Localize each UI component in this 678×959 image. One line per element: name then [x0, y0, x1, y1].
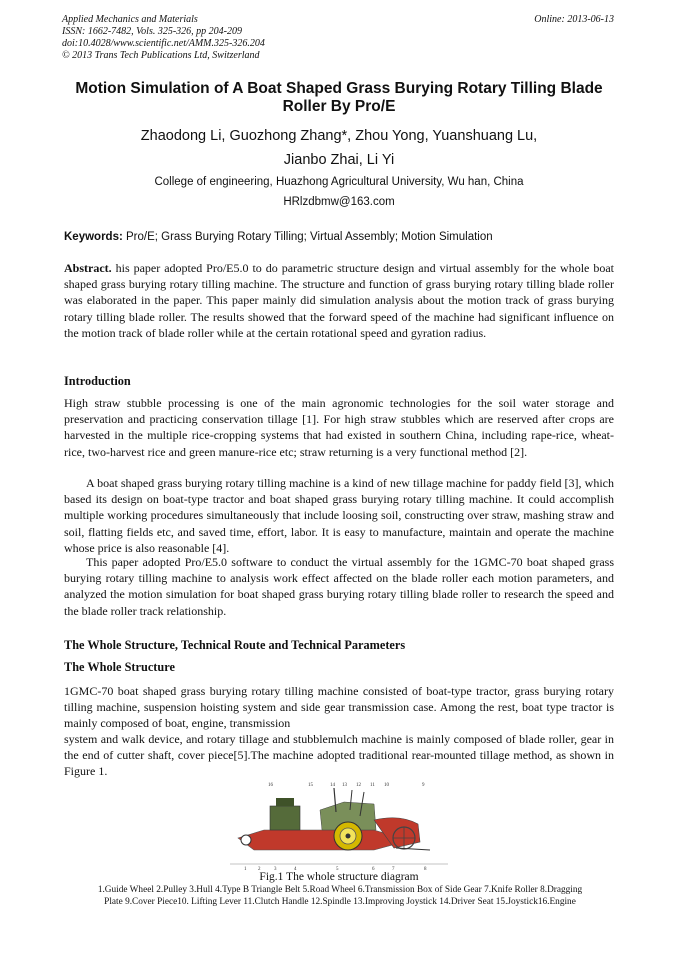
section-heading: The Whole Structure, Technical Route and Technical Parameters	[64, 638, 406, 652]
authors-line-2: Jianbo Zhai, Li Yi	[283, 152, 395, 168]
intro-heading: Introduction	[64, 374, 131, 388]
keywords	[64, 231, 493, 243]
affiliation: College of engineering, Huazhong Agricultural University, Wu han, China	[154, 176, 524, 188]
engine	[270, 806, 300, 830]
machine-structure-figure	[224, 780, 454, 872]
figure-callout-16: 16	[268, 783, 273, 788]
road-wheel-axle	[346, 834, 351, 839]
figure-callout-7: 7	[392, 867, 395, 872]
author-list	[52, 124, 626, 172]
paper-title: Motion Simulation of A Boat Shaped Grass Burying Rotary Tilling Blade Roller By Pro/E	[75, 80, 603, 115]
figure-callout-6: 6	[372, 867, 375, 872]
structure-paragraph-1: 1GMC-70 boat shaped grass burying rotary tilling machine consisted of boat-type tractor, grass burying rotary tilling machine, suspension hoisting system and side gear transmission case. Among the rest, boat type tractor is mainly composed of boat, engine, transmission	[64, 684, 614, 731]
figure-callout-4: 4	[294, 867, 297, 872]
online-date: Online: 2013-06-13	[534, 14, 614, 25]
abstract-text: his paper adopted Pro/E5.0 to do parametric structure design and virtual assembly for the whole boat shaped grass burying rotary tilling machine. The structure and function of grass burying rotary tilling blade roller was elaborated in the paper. This paper mainly did simulation analysis about the motion track of grass burying rotary tilling blade roller. The results showed that the forward speed of the machine had significant influence on the motion track of blade roller while at the certain rotational speed and gyration radius.	[64, 261, 614, 340]
figure-caption: Fig.1 The whole structure diagram	[259, 871, 419, 883]
figure-legend-line-1: 1.Guide Wheel 2.Pulley 3.Hull 4.Type B Triangle Belt 5.Road Wheel 6.Transmission Box of Side Gear 7.Knife Roller 8.Dragging	[97, 885, 583, 895]
figure-callout-9: 9	[422, 783, 425, 788]
guide-wheel	[241, 835, 251, 845]
intro-paragraph-1: High straw stubble processing is one of the main agronomic technologies for the soil water storage and preservation and practicing conservation tillage [1]. For high straw stubbles which are reserved after crops are harvested in the multiple rice-cropping systems that had existed in southern China, including rape-rice, wheat-rice, two-harvest rice and green manure-rice etc; straw returning is a very functional method [2].	[64, 396, 614, 459]
keywords-text: Pro/E; Grass Burying Rotary Tilling; Virtual Assembly; Motion Simulation	[122, 231, 493, 243]
figure-callout-10: 10	[384, 783, 389, 788]
doi-line: doi:10.4028/www.scientific.net/AMM.325-326.204	[62, 38, 265, 49]
figure-callout-14: 14	[330, 783, 335, 788]
figure-top-labels	[268, 783, 425, 788]
journal-name: Applied Mechanics and Materials	[62, 14, 198, 25]
issn-line: ISSN: 1662-7482, Vols. 325-326, pp 204-209	[62, 26, 242, 37]
intro-paragraph-3: This paper adopted Pro/E5.0 software to conduct the virtual assembly for the 1GMC-70 boat shaped grass burying rotary tilling machine to analysis work effect affected on the blade roller each motion parameters, and analyzed the motion simulation for boat shaped grass burying rotary tilling blade roller to research the speed and the blade roller track relationship.	[64, 555, 614, 618]
figure-callout-2: 2	[258, 867, 261, 872]
running-header	[62, 14, 265, 62]
figure-callout-3: 3	[274, 867, 277, 872]
figure-legend-line-2: Plate 9.Cover Piece10. Lifting Lever 11.Clutch Handle 12.Spindle 13.Improving Joystick 14.Driver Seat 15.Joystick16.Engine	[104, 897, 576, 907]
figure-callout-13: 13	[342, 783, 347, 788]
figure-callout-12: 12	[356, 783, 361, 788]
hull	[238, 830, 396, 850]
figure-legend	[60, 884, 620, 908]
intro-paragraph-2: A boat shaped grass burying rotary tilling machine is a kind of new tillage machine for paddy field [3], which based its design on boat-type tractor and boat shaped grass burying rotary tilling machine. It could accomplish multiple working procedures simultaneously that include loosing soil, constructing over straw, mashing straw and soil, flatting fields etc, and saved time, effort, labor. It is easy to manufacture, maintain and operate the machine whose price is also reasonable [4].	[64, 476, 614, 555]
abstract	[64, 260, 614, 341]
authors-line-1: Zhaodong Li, Guozhong Zhang*, Zhou Yong, Yuanshuang Lu,	[140, 128, 538, 144]
figure-callout-5: 5	[336, 867, 339, 872]
copyright-line: © 2013 Trans Tech Publications Ltd, Switzerland	[62, 50, 260, 61]
figure-callout-1: 1	[244, 867, 247, 872]
figure-callout-8: 8	[424, 867, 427, 872]
engine-top	[276, 798, 294, 806]
figure-callout-15: 15	[308, 783, 313, 788]
keywords-label: Keywords:	[64, 231, 123, 243]
abstract-label: Abstract.	[64, 261, 112, 275]
figure-callout-11: 11	[370, 783, 375, 788]
structure-paragraph-2: system and walk device, and rotary tillage and stubblemulch machine is mainly composed of blade roller, gear in the end of cutter shaft, cover piece[5].The machine adopted traditional rear-mounted tillage method, as shown in Figure 1.	[64, 732, 614, 779]
subsection-heading: The Whole Structure	[64, 660, 175, 674]
author-email: HRlzdbmw@163.com	[283, 196, 395, 208]
